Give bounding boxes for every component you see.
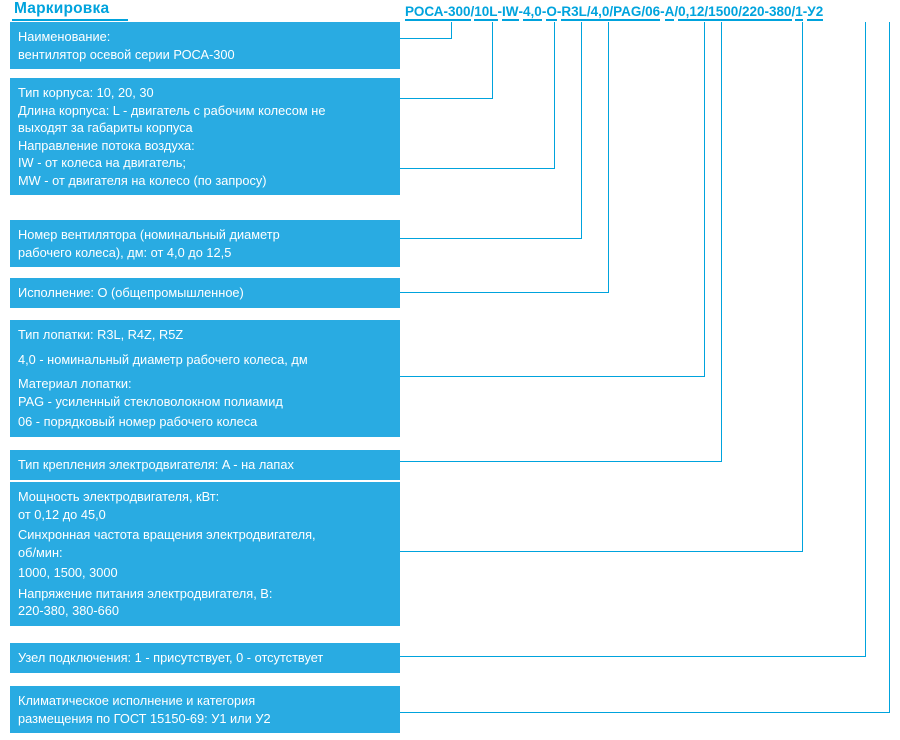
code-separator: - bbox=[556, 4, 562, 19]
block-motor-parameters bbox=[10, 482, 400, 626]
block-line: 220-380, 380-660 bbox=[18, 603, 120, 618]
leader-line bbox=[492, 22, 493, 99]
block-line: рабочего колеса), дм: от 4,0 до 12,5 bbox=[18, 244, 232, 260]
leader-line bbox=[581, 22, 582, 239]
leader-line bbox=[400, 656, 866, 657]
code-separator: / bbox=[674, 4, 679, 19]
block-line: Узел подключения: 1 - присутствует, 0 - отсутствует bbox=[18, 650, 324, 665]
title-underline bbox=[12, 19, 128, 21]
block-line: размещения по ГОСТ 15150-69: У1 или У2 bbox=[18, 710, 271, 726]
page-title: Маркировка bbox=[14, 0, 110, 17]
block-line: Синхронная частота вращения электродвигателя, bbox=[18, 527, 316, 542]
block-line: об/мин: bbox=[18, 544, 63, 560]
leader-line bbox=[889, 22, 890, 713]
code-segment: У2 bbox=[807, 4, 824, 19]
code-separator: / bbox=[791, 4, 796, 19]
block-line: PAG - усиленный стекловолокном полиамид bbox=[18, 393, 283, 409]
code-separator: / bbox=[470, 4, 475, 19]
block-line: Номер вентилятора (номинальный диаметр bbox=[18, 227, 280, 242]
code-separator: - bbox=[660, 4, 665, 19]
block-climatic-category bbox=[10, 686, 400, 733]
leader-line bbox=[400, 292, 609, 293]
block-line: 4,0 - номинальный диаметр рабочего колеса, дм bbox=[18, 351, 308, 367]
leader-line bbox=[400, 238, 582, 239]
block-line: Направление потока воздуха: bbox=[18, 137, 195, 153]
block-line: 06 - порядковый номер рабочего колеса bbox=[18, 414, 258, 429]
block-line: Тип корпуса: 10, 20, 30 bbox=[18, 85, 154, 100]
block-line: Материал лопатки: bbox=[18, 376, 132, 391]
block-blade-type bbox=[10, 320, 400, 437]
leader-line bbox=[400, 376, 705, 377]
block-line: IW - от колеса на двигатель; bbox=[18, 155, 186, 170]
leader-line bbox=[554, 22, 555, 169]
block-designation bbox=[10, 22, 400, 69]
code-segment: 4,0 bbox=[523, 4, 542, 19]
leader-line bbox=[608, 22, 609, 293]
code-segment: IW bbox=[502, 4, 519, 19]
block-line: вентилятор осевой серии РОСА-300 bbox=[18, 46, 235, 62]
code-segment: O bbox=[546, 4, 557, 19]
code-separator: - bbox=[497, 4, 503, 19]
block-line: Наименование: bbox=[18, 29, 111, 44]
code-segment: РОСА-300 bbox=[405, 4, 471, 19]
block-line: MW - от двигателя на колесо (по запросу) bbox=[18, 172, 267, 188]
code-segment: 10L bbox=[474, 4, 498, 19]
block-fan-number bbox=[10, 220, 400, 267]
code-segment: A bbox=[664, 4, 675, 19]
leader-line bbox=[400, 98, 493, 99]
leader-line bbox=[704, 22, 705, 377]
block-execution bbox=[10, 278, 400, 308]
leader-line bbox=[451, 22, 452, 39]
block-line: Климатическое исполнение и категория bbox=[18, 693, 256, 708]
leader-line bbox=[865, 22, 866, 657]
code-separator: - bbox=[802, 4, 808, 19]
code-segment: 0,12/1500/220-380 bbox=[678, 4, 792, 19]
product-code bbox=[405, 4, 897, 21]
block-line: Исполнение: O (общепромышленное) bbox=[18, 285, 244, 300]
block-line: выходят за габариты корпуса bbox=[18, 120, 193, 135]
block-line: Длина корпуса: L - двигатель с рабочим колесом не bbox=[18, 102, 326, 118]
code-separator: - bbox=[518, 4, 524, 19]
leader-line bbox=[400, 461, 722, 462]
block-connection-unit bbox=[10, 643, 400, 673]
leader-line bbox=[400, 168, 555, 169]
leader-line bbox=[802, 22, 803, 552]
block-line: от 0,12 до 45,0 bbox=[18, 506, 106, 522]
block-line: Напряжение питания электродвигателя, В: bbox=[18, 585, 273, 601]
block-motor-mounting bbox=[10, 450, 400, 480]
leader-line bbox=[721, 22, 722, 462]
block-line: Мощность электродвигателя, кВт: bbox=[18, 489, 220, 504]
leader-line bbox=[400, 712, 890, 713]
code-separator: - bbox=[541, 4, 547, 19]
block-housing-and-flow bbox=[10, 78, 400, 195]
block-line: Тип крепления электродвигателя: A - на лапах bbox=[18, 457, 294, 472]
leader-line bbox=[400, 38, 452, 39]
code-segment: R3L/4,0/PAG/06 bbox=[561, 4, 661, 19]
block-line: 1000, 1500, 3000 bbox=[18, 565, 118, 580]
code-segment: 1 bbox=[795, 4, 803, 19]
leader-line bbox=[400, 551, 803, 552]
block-line: Тип лопатки: R3L, R4Z, R5Z bbox=[18, 327, 184, 342]
